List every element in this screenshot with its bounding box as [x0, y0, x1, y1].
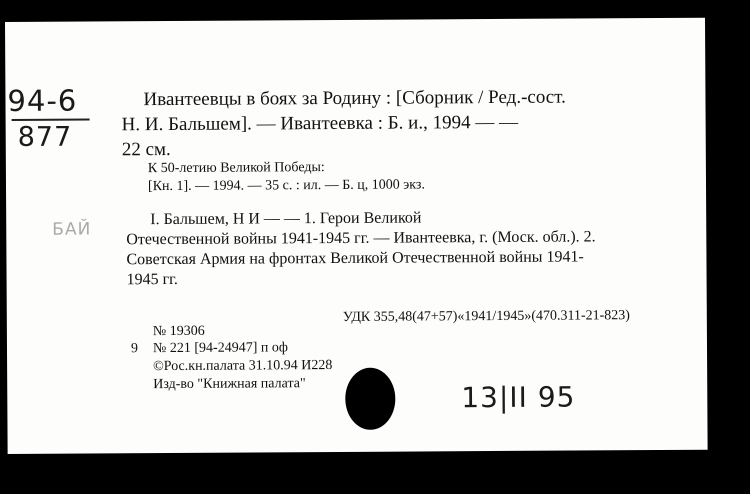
- number-221: № 221 [94-24947] п оф: [152, 340, 288, 357]
- subject-line-3: Советская Армия на фронтах Великой Отечественной войны 1941-: [126, 248, 584, 269]
- call-number-bottom: 877: [17, 121, 73, 153]
- stray-mark: БАЙ: [52, 219, 92, 240]
- call-number-divider: [12, 118, 90, 120]
- subject-line-4: 1945 гг.: [126, 270, 178, 289]
- subject-line-1: I. Бальшем, Н И — — 1. Герои Великой: [150, 209, 422, 229]
- title-line-2: Н. И. Бальшем]. — Ивантеевка : Б. и., 1994 — —: [121, 111, 519, 136]
- subject-line-2: Отечественной войны 1941-1945 гг. — Ивантеевка, г. (Моск. обл.). 2.: [126, 228, 596, 249]
- call-number-top: 94-6: [7, 83, 78, 118]
- publisher-line: Изд-во "Книжная палата": [153, 376, 306, 393]
- series-line-1: К 50-летию Великой Победы:: [147, 160, 325, 177]
- handwritten-date: 13|II 95: [461, 380, 576, 415]
- series-line-2: [Кн. 1]. — 1994. — 35 с. : ил. — Б. ц, 1000 экз.: [147, 177, 425, 195]
- record-number: № 19306: [152, 323, 205, 340]
- number-9: 9: [130, 341, 139, 357]
- title-line-1: Ивантеевцы в боях за Родину : [Сборник / Ред.-сост.: [143, 86, 566, 111]
- copyright-line: ©Рос.кн.палата 31.10.94 И228: [153, 358, 333, 375]
- udk-code: УДК 355,48(47+57)«1941/1945»(470.311-21-823): [342, 308, 630, 325]
- title-line-3: 22 см.: [121, 138, 171, 161]
- catalog-card: [5, 18, 708, 454]
- ink-blot: [345, 368, 395, 430]
